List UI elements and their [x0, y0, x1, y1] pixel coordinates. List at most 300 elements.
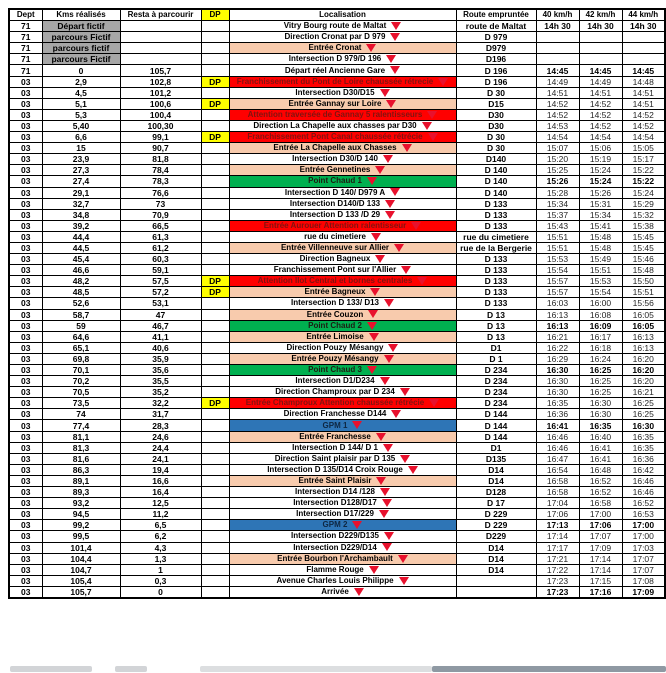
localisation-label: Intersection D140/D 133: [289, 198, 381, 208]
localisation-label: Entrée Limoise: [306, 331, 364, 341]
flamme-rouge-icon: [391, 22, 401, 30]
cell-resta-a-parcourir: 12,5: [120, 498, 201, 509]
localisation-label: Point Chaud 3: [308, 365, 362, 375]
cell-dp: [201, 143, 229, 154]
cell-route-empruntee: D 140: [456, 176, 536, 187]
localisation-label: Intersection D30/D15: [295, 87, 375, 97]
cell-dp: [201, 564, 229, 575]
cell-route-empruntee: D 144: [456, 431, 536, 442]
cell-dept: 03: [9, 353, 42, 364]
header-kms-realises: Kms réalisés: [42, 9, 120, 21]
cell-time-44kmh: 16:05: [622, 320, 665, 331]
localisation-label: Franchissement du Pont de Loire chaussée rétrecie: [236, 76, 434, 86]
table-row: [9, 487, 665, 498]
cell-dept: 03: [9, 231, 42, 242]
cell-time-40kmh: 14:53: [536, 120, 579, 131]
cell-time-40kmh: 16:54: [536, 464, 579, 475]
header-route-empruntee: Route empruntée: [456, 9, 536, 21]
cell-kms-realises: 44,4: [42, 231, 120, 242]
cell-localisation: [229, 353, 456, 364]
background-artifact: [10, 666, 92, 672]
cell-time-44kmh: 16:42: [622, 464, 665, 475]
background-artifact: [432, 666, 666, 672]
table-row: [9, 564, 665, 575]
cell-time-44kmh: 15:05: [622, 143, 665, 154]
flamme-rouge-icon: [400, 455, 410, 463]
cell-resta-a-parcourir: 31,7: [120, 409, 201, 420]
cell-time-42kmh: 17:16: [579, 586, 622, 598]
cell-dept: 03: [9, 498, 42, 509]
cell-dept: 03: [9, 109, 42, 120]
flamme-rouge-icon: [380, 488, 390, 496]
cell-time-40kmh: 15:28: [536, 187, 579, 198]
cell-time-42kmh: [579, 32, 622, 43]
table-row: [9, 442, 665, 453]
cell-localisation: [229, 176, 456, 187]
cell-time-40kmh: 17:17: [536, 542, 579, 553]
cell-dp: [201, 442, 229, 453]
cell-localisation: [229, 575, 456, 586]
cell-resta-a-parcourir: 4,3: [120, 542, 201, 553]
flamme-rouge-icon: [384, 355, 394, 363]
cell-dp: [201, 43, 229, 54]
cell-time-40kmh: 16:47: [536, 453, 579, 464]
localisation-label: Intersection D1/D234: [295, 376, 375, 386]
header-resta-a-parcourir: Resta à parcourir: [120, 9, 201, 21]
cell-time-44kmh: 15:17: [622, 154, 665, 165]
cell-localisation: [229, 453, 456, 464]
table-row: [9, 132, 665, 143]
cell-dp: [201, 376, 229, 387]
table-row: [9, 21, 665, 32]
localisation-label: Direction Cronat par D 979: [284, 32, 386, 42]
cell-dp: DP: [201, 98, 229, 109]
cell-time-40kmh: 16:30: [536, 365, 579, 376]
cell-kms-realises: 48,5: [42, 287, 120, 298]
cell-resta-a-parcourir: 70,9: [120, 209, 201, 220]
cell-dp: [201, 342, 229, 353]
cell-time-44kmh: [622, 43, 665, 54]
localisation-label: Attention traversée de Gannay 5 ralentisseurs: [247, 109, 423, 119]
cell-route-empruntee: D 17: [456, 498, 536, 509]
cell-localisation: [229, 231, 456, 242]
cell-time-42kmh: 17:14: [579, 553, 622, 564]
cell-resta-a-parcourir: 11,2: [120, 509, 201, 520]
cell-time-44kmh: [622, 32, 665, 43]
cell-resta-a-parcourir: 53,1: [120, 298, 201, 309]
cell-localisation: [229, 475, 456, 486]
cell-kms-realises: 70,5: [42, 387, 120, 398]
cell-resta-a-parcourir: 24,6: [120, 431, 201, 442]
flamme-rouge-icon: [386, 100, 396, 108]
cell-resta-a-parcourir: 0,3: [120, 575, 201, 586]
cell-time-42kmh: 15:49: [579, 254, 622, 265]
cell-kms-realises: 105,7: [42, 586, 120, 598]
cell-time-44kmh: 16:21: [622, 387, 665, 398]
cell-localisation: [229, 32, 456, 43]
cell-dp: [201, 65, 229, 76]
localisation-label: Franchissement Pont sur l'Allier: [273, 265, 397, 275]
cell-time-40kmh: [536, 43, 579, 54]
table-row: [9, 76, 665, 87]
cell-kms-realises: 4,5: [42, 87, 120, 98]
cell-route-empruntee: D 234: [456, 398, 536, 409]
cell-route-empruntee: D 234: [456, 376, 536, 387]
cell-time-42kmh: 16:41: [579, 453, 622, 464]
cell-dp: [201, 320, 229, 331]
cell-resta-a-parcourir: [120, 43, 201, 54]
cell-dept: 03: [9, 575, 42, 586]
localisation-label: Attention Ilot Central et bornes centrales: [257, 276, 413, 286]
cell-dp: [201, 431, 229, 442]
cell-resta-a-parcourir: 59,1: [120, 265, 201, 276]
cell-localisation: [229, 398, 456, 409]
flamme-rouge-icon: [376, 477, 386, 485]
flamme-rouge-icon: [385, 211, 395, 219]
cell-time-40kmh: 17:13: [536, 520, 579, 531]
cell-kms-realises: 45,4: [42, 254, 120, 265]
cell-kms-realises: 5,1: [42, 98, 120, 109]
cell-time-44kmh: 15:22: [622, 176, 665, 187]
cell-route-empruntee: D 133: [456, 220, 536, 231]
cell-localisation: [229, 431, 456, 442]
cell-localisation: [229, 409, 456, 420]
cell-route-empruntee: D 234: [456, 387, 536, 398]
localisation-label: Intersection D30/D 140: [292, 154, 378, 164]
cell-kms-realises: 81,6: [42, 453, 120, 464]
cell-dept: 71: [9, 65, 42, 76]
cell-time-44kmh: 15:51: [622, 287, 665, 298]
table-row: [9, 398, 665, 409]
localisation-label: Entrée Pouzy Mésangy: [291, 353, 379, 363]
localisation-label: Intersection D14 /128: [294, 487, 376, 497]
cell-dp: [201, 54, 229, 65]
cell-resta-a-parcourir: 41,1: [120, 331, 201, 342]
table-row: [9, 254, 665, 265]
cell-time-42kmh: 15:26: [579, 187, 622, 198]
cell-resta-a-parcourir: 24,1: [120, 453, 201, 464]
cell-kms-realises: parcours fictif: [42, 43, 120, 54]
cell-localisation: [229, 387, 456, 398]
cell-resta-a-parcourir: 102,8: [120, 76, 201, 87]
cell-time-40kmh: 14:49: [536, 76, 579, 87]
cell-kms-realises: 65,1: [42, 342, 120, 353]
localisation-label: Direction Saint plaisir par D 135: [274, 453, 396, 463]
flamme-rouge-icon: [394, 244, 404, 252]
cell-time-42kmh: 15:54: [579, 287, 622, 298]
table-row: [9, 453, 665, 464]
cell-dept: 03: [9, 331, 42, 342]
table-row: [9, 109, 665, 120]
cell-time-40kmh: 15:57: [536, 287, 579, 298]
cell-time-44kmh: 16:35: [622, 431, 665, 442]
cell-resta-a-parcourir: 81,8: [120, 154, 201, 165]
cell-time-40kmh: 16:13: [536, 309, 579, 320]
cell-dp: [201, 331, 229, 342]
cell-dp: [201, 298, 229, 309]
cell-time-40kmh: 16:03: [536, 298, 579, 309]
flamme-rouge-icon: [428, 133, 438, 141]
localisation-label: Entrée Villenneuve sur Allier: [280, 243, 390, 253]
localisation-label: Intersection D 133/ D13: [290, 298, 380, 308]
cell-route-empruntee: D 234: [456, 365, 536, 376]
localisation-label: Entrée Couzon: [306, 309, 364, 319]
cell-kms-realises: 94,5: [42, 509, 120, 520]
flamme-rouge-icon: [375, 255, 385, 263]
cell-time-42kmh: 16:24: [579, 353, 622, 364]
cell-time-44kmh: 14:52: [622, 120, 665, 131]
table-row: [9, 54, 665, 65]
localisation-label: Intersection D17/229: [296, 509, 374, 519]
cell-time-44kmh: 16:30: [622, 420, 665, 431]
cell-time-40kmh: 16:41: [536, 420, 579, 431]
cell-time-44kmh: 15:29: [622, 198, 665, 209]
cell-time-44kmh: 15:38: [622, 220, 665, 231]
cell-kms-realises: Départ fictif: [42, 21, 120, 32]
table-row: [9, 509, 665, 520]
cell-dp: [201, 464, 229, 475]
cell-time-40kmh: 16:46: [536, 442, 579, 453]
table-row: [9, 187, 665, 198]
cell-resta-a-parcourir: 105,7: [120, 65, 201, 76]
cell-time-40kmh: 15:37: [536, 209, 579, 220]
cell-resta-a-parcourir: 1: [120, 564, 201, 575]
localisation-label: GPM 1: [322, 420, 348, 430]
cell-dp: [201, 165, 229, 176]
localisation-label: Entrée Aurouer Attention ralentisseur: [263, 220, 407, 230]
cell-localisation: [229, 43, 456, 54]
cell-time-42kmh: [579, 54, 622, 65]
cell-localisation: [229, 331, 456, 342]
cell-route-empruntee: D128: [456, 487, 536, 498]
cell-resta-a-parcourir: [120, 32, 201, 43]
cell-localisation: [229, 498, 456, 509]
cell-kms-realises: 0: [42, 65, 120, 76]
cell-time-44kmh: 16:25: [622, 409, 665, 420]
cell-dp: [201, 498, 229, 509]
table-row: [9, 365, 665, 376]
cell-dp: [201, 453, 229, 464]
cell-localisation: [229, 21, 456, 32]
cell-dp: DP: [201, 132, 229, 143]
cell-time-40kmh: 16:36: [536, 409, 579, 420]
cell-time-42kmh: 16:25: [579, 365, 622, 376]
cell-kms-realises: 69,8: [42, 353, 120, 364]
flamme-rouge-icon: [370, 288, 380, 296]
cell-dept: 03: [9, 209, 42, 220]
cell-time-42kmh: 16:17: [579, 331, 622, 342]
cell-localisation: [229, 509, 456, 520]
cell-time-40kmh: 15:25: [536, 165, 579, 176]
cell-dept: 03: [9, 520, 42, 531]
cell-time-44kmh: 15:56: [622, 298, 665, 309]
cell-resta-a-parcourir: 0: [120, 586, 201, 598]
cell-localisation: [229, 553, 456, 564]
cell-time-44kmh: 16:35: [622, 442, 665, 453]
table-row: [9, 43, 665, 54]
cell-dept: 03: [9, 376, 42, 387]
cell-time-42kmh: 16:30: [579, 409, 622, 420]
flamme-rouge-icon: [382, 543, 392, 551]
cell-kms-realises: 74: [42, 409, 120, 420]
cell-kms-realises: 73,5: [42, 398, 120, 409]
cell-dp: [201, 198, 229, 209]
flamme-rouge-icon: [384, 532, 394, 540]
table-row: [9, 553, 665, 564]
cell-route-empruntee: D 133: [456, 265, 536, 276]
cell-route-empruntee: D14: [456, 553, 536, 564]
localisation-label: Avenue Charles Louis Philippe: [276, 575, 394, 585]
cell-time-44kmh: 17:08: [622, 575, 665, 586]
cell-route-empruntee: D 229: [456, 509, 536, 520]
cell-route-empruntee: D 140: [456, 165, 536, 176]
flamme-rouge-icon: [368, 310, 378, 318]
cell-time-42kmh: 15:34: [579, 209, 622, 220]
cell-kms-realises: 27,4: [42, 176, 120, 187]
localisation-label: Intersection D 144/ D 1: [292, 442, 378, 452]
roadbook-sheet: [8, 8, 666, 599]
cell-localisation: [229, 220, 456, 231]
cell-time-40kmh: 16:21: [536, 331, 579, 342]
cell-resta-a-parcourir: 61,3: [120, 231, 201, 242]
cell-route-empruntee: D 140: [456, 187, 536, 198]
cell-time-42kmh: 15:31: [579, 198, 622, 209]
cell-dept: 03: [9, 276, 42, 287]
cell-route-empruntee: D140: [456, 154, 536, 165]
cell-dept: 03: [9, 98, 42, 109]
cell-localisation: [229, 464, 456, 475]
cell-route-empruntee: D 30: [456, 143, 536, 154]
cell-dept: 03: [9, 542, 42, 553]
cell-time-44kmh: 14:51: [622, 98, 665, 109]
flamme-rouge-icon: [383, 155, 393, 163]
cell-dp: [201, 365, 229, 376]
flamme-rouge-icon: [382, 499, 392, 507]
header-42kmh: 42 km/h: [579, 9, 622, 21]
cell-resta-a-parcourir: 100,30: [120, 120, 201, 131]
cell-time-44kmh: 15:48: [622, 265, 665, 276]
cell-route-empruntee: D 30: [456, 87, 536, 98]
cell-dp: [201, 254, 229, 265]
cell-dp: [201, 87, 229, 98]
table-row: [9, 209, 665, 220]
cell-dept: 03: [9, 564, 42, 575]
cell-time-42kmh: 15:51: [579, 265, 622, 276]
cell-dp: [201, 542, 229, 553]
cell-dp: DP: [201, 398, 229, 409]
cell-dp: [201, 520, 229, 531]
cell-kms-realises: 89,3: [42, 487, 120, 498]
cell-localisation: [229, 109, 456, 120]
localisation-label: Point Chaud 2: [308, 320, 362, 330]
cell-route-empruntee: D15: [456, 98, 536, 109]
table-row: [9, 353, 665, 364]
localisation-label: Direction Pouzy Mésangy: [286, 342, 384, 352]
cell-time-44kmh: 16:13: [622, 342, 665, 353]
cell-dp: [201, 32, 229, 43]
cell-dept: 71: [9, 21, 42, 32]
flamme-rouge-icon: [367, 366, 377, 374]
cell-dp: [201, 309, 229, 320]
cell-dept: 03: [9, 143, 42, 154]
flamme-rouge-icon: [383, 444, 393, 452]
cell-time-44kmh: 16:20: [622, 376, 665, 387]
table-row: [9, 475, 665, 486]
localisation-label: Entrée Gannay sur Loire: [288, 98, 382, 108]
table-row: [9, 165, 665, 176]
cell-resta-a-parcourir: 57,2: [120, 287, 201, 298]
cell-time-42kmh: 15:06: [579, 143, 622, 154]
cell-route-empruntee: D 13: [456, 320, 536, 331]
cell-time-44kmh: 15:46: [622, 254, 665, 265]
table-row: [9, 242, 665, 253]
table-row: [9, 65, 665, 76]
cell-time-40kmh: 17:14: [536, 531, 579, 542]
cell-resta-a-parcourir: 61,2: [120, 242, 201, 253]
cell-localisation: [229, 242, 456, 253]
cell-route-empruntee: D 133: [456, 198, 536, 209]
cell-resta-a-parcourir: 16,6: [120, 475, 201, 486]
cell-kms-realises: 39,2: [42, 220, 120, 231]
cell-time-42kmh: 16:41: [579, 442, 622, 453]
cell-resta-a-parcourir: 57,5: [120, 276, 201, 287]
cell-time-44kmh: 17:09: [622, 586, 665, 598]
cell-route-empruntee: D 13: [456, 331, 536, 342]
table-row: [9, 320, 665, 331]
cell-localisation: [229, 420, 456, 431]
localisation-label: Intersection D128/D17: [293, 498, 377, 508]
cell-kms-realises: 27,3: [42, 165, 120, 176]
flamme-rouge-icon: [369, 333, 379, 341]
flamme-rouge-icon: [385, 200, 395, 208]
table-row: [9, 98, 665, 109]
table-row: [9, 387, 665, 398]
cell-route-empruntee: D 196: [456, 76, 536, 87]
cell-dp: [201, 509, 229, 520]
table-row: [9, 420, 665, 431]
cell-kms-realises: 70,2: [42, 376, 120, 387]
localisation-label: Intersection D229/D135: [290, 531, 380, 541]
cell-dp: [201, 120, 229, 131]
cell-localisation: [229, 265, 456, 276]
cell-dp: [201, 231, 229, 242]
cell-time-44kmh: 15:22: [622, 165, 665, 176]
cell-localisation: [229, 76, 456, 87]
localisation-label: Intersection D 133 /D 29: [289, 209, 381, 219]
localisation-label: Intersection D 140/ D979 A: [284, 187, 386, 197]
cell-time-42kmh: 16:52: [579, 475, 622, 486]
cell-dp: DP: [201, 287, 229, 298]
cell-kms-realises: 2,9: [42, 76, 120, 87]
table-row: [9, 87, 665, 98]
table-row: [9, 287, 665, 298]
cell-time-42kmh: 16:48: [579, 464, 622, 475]
cell-localisation: [229, 209, 456, 220]
cell-dept: 03: [9, 76, 42, 87]
cell-route-empruntee: D 133: [456, 298, 536, 309]
cell-dp: [201, 176, 229, 187]
flamme-rouge-icon: [401, 266, 411, 274]
cell-kms-realises: 5,40: [42, 120, 120, 131]
cell-dept: 03: [9, 176, 42, 187]
cell-localisation: [229, 531, 456, 542]
cell-time-44kmh: 14:48: [622, 76, 665, 87]
cell-kms-realises: 86,3: [42, 464, 120, 475]
localisation-label: Intersection D229/D14: [293, 542, 377, 552]
cell-localisation: [229, 309, 456, 320]
cell-resta-a-parcourir: 6,5: [120, 520, 201, 531]
cell-time-40kmh: 15:07: [536, 143, 579, 154]
